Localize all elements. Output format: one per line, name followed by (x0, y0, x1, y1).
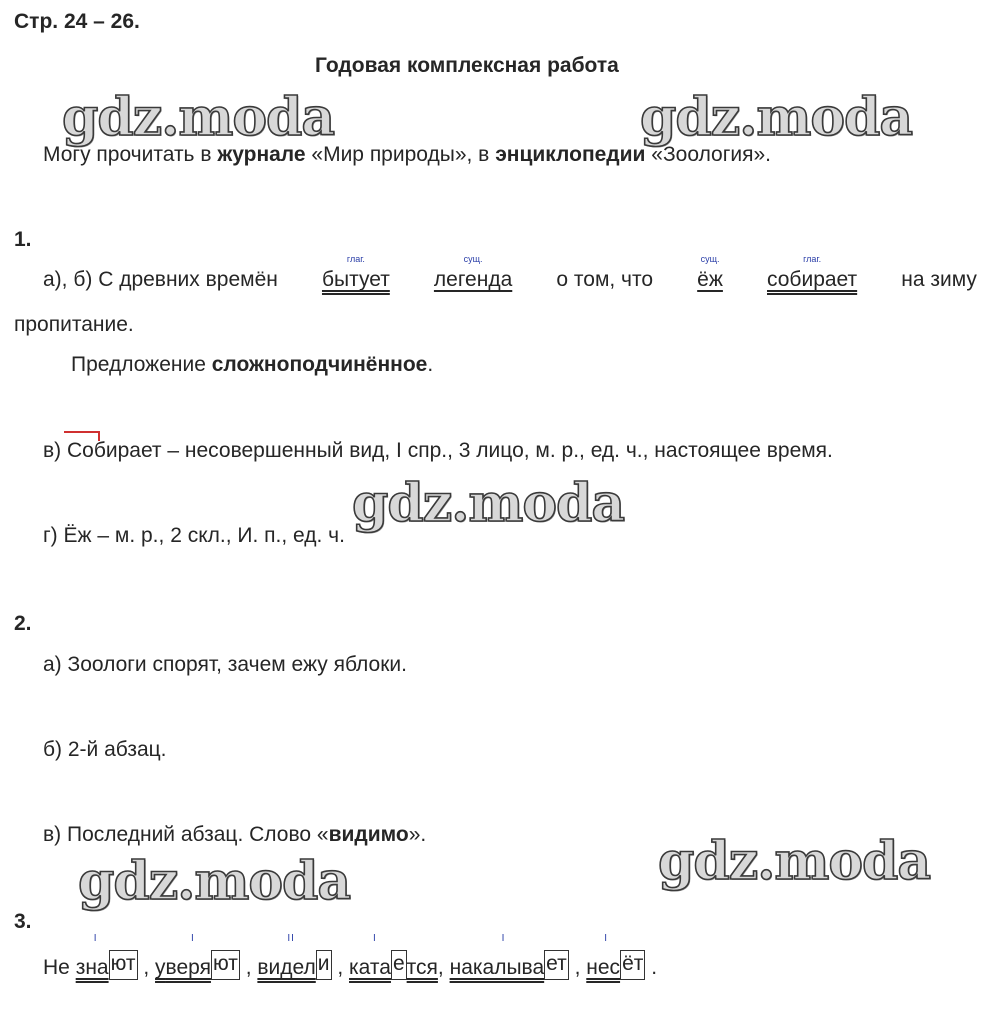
word-bytuet: бытует (321, 268, 390, 291)
watermark-4: gdz.moda (658, 831, 931, 892)
task-1a-suffix: на зиму (901, 268, 977, 291)
task-1-sentence-type (71, 353, 433, 377)
task-1v-line (43, 439, 833, 463)
pos-label-verb-1: глаг. (346, 254, 365, 264)
ending-znayut: ют (109, 950, 138, 980)
verb-nesyot (586, 933, 645, 980)
stem-nesyot: нес (586, 956, 621, 979)
predicate-sobiraet (767, 254, 858, 292)
ending-nakalyvaet: ет (544, 950, 569, 980)
task-1g-line: г) Ёж – м. р., 2 скл., И. п., ед. ч. (43, 524, 345, 547)
tail-kataetsya: тся (406, 956, 438, 979)
task-1v-body (67, 439, 833, 463)
ending-uveryayut: ют (211, 950, 240, 980)
conjugation-mark-2: I (191, 933, 195, 944)
sep-4: , (437, 956, 450, 979)
ending-videli: и (316, 950, 332, 980)
pos-label-noun-1: сущ. (463, 254, 483, 264)
intro-bold-1: журнале (217, 143, 306, 166)
task-1a-line-2: пропитание. (14, 313, 134, 336)
subject-legenda (433, 254, 513, 292)
sentence-type-end: . (427, 353, 434, 376)
intro-text-3: «Зоология». (645, 143, 772, 166)
watermark-1: gdz.moda (62, 87, 335, 148)
verb-uveryayut (155, 933, 240, 980)
task-3-lead: Не (43, 956, 76, 979)
task-1-number: 1. (14, 228, 32, 251)
ending-nesyot: ёт (620, 950, 645, 980)
task-1a-line (43, 254, 977, 292)
stem-kataetsya: ката (349, 956, 391, 979)
pos-label-verb-2: глаг. (803, 254, 822, 264)
sep-2: , (239, 956, 258, 979)
stem-znayut: зна (75, 956, 109, 979)
intro-bold-2: энциклопедии (495, 143, 646, 166)
task-3-line (43, 933, 658, 980)
verb-videli (257, 933, 331, 980)
watermark-2: gdz.moda (640, 87, 913, 148)
stem-videli: видел (257, 956, 316, 979)
task-2v-prefix: в) Последний абзац. Слово « (43, 823, 329, 846)
prefix-mark (64, 431, 100, 441)
ending-kataetsya: е (391, 950, 407, 980)
task-2b-line: б) 2-й абзац. (43, 738, 167, 761)
verb-nakalyvaet (449, 933, 569, 980)
pos-label-noun-2: сущ. (700, 254, 720, 264)
sep-1: , (137, 956, 156, 979)
conjugation-mark-5: I (501, 933, 506, 944)
watermark-3: gdz.moda (352, 473, 625, 534)
intro-text-2: «Мир природы», в (305, 143, 496, 166)
page-range: Стр. 24 – 26. (14, 10, 140, 33)
intro-text-1: Могу прочитать в (43, 143, 218, 166)
task-2v-bold: видимо (328, 823, 409, 846)
task-3-number: 3. (14, 910, 32, 933)
word-sobiraet: собирает (767, 268, 858, 291)
sentence-type-prefix: Предложение (71, 353, 212, 376)
task-1v-text: Собирает – несовершенный вид, I спр., 3 лицо, м. р., ед. ч., настоящее время. (66, 439, 833, 462)
watermark-5: gdz.moda (78, 851, 351, 912)
stem-uveryayut: веря (165, 956, 211, 979)
task-1a-mid: о том, что (556, 268, 654, 291)
conjugation-mark-4: I (373, 933, 377, 944)
word-ezh: ёж (697, 268, 723, 291)
conjugation-mark-3: II (287, 933, 295, 944)
word-legenda: легенда (433, 268, 513, 291)
sep-3: , (331, 956, 350, 979)
task-1a-prefix: а), б) С древних времён (43, 268, 278, 291)
sentence-type-value: сложноподчинённое (211, 353, 428, 376)
sep-5: , (568, 956, 587, 979)
page-title: Годовая комплексная работа (315, 54, 619, 77)
task-2a-line: а) Зоологи спорят, зачем ежу яблоки. (43, 653, 407, 676)
task-2v-line (43, 823, 426, 847)
intro-line (43, 143, 771, 167)
verb-kataetsya (349, 933, 438, 980)
sep-6: . (645, 956, 658, 979)
subject-ezh (697, 254, 723, 292)
task-2v-suffix: ». (408, 823, 427, 846)
predicate-bytuet (321, 254, 390, 292)
verb-znayut (75, 933, 138, 980)
task-2-number: 2. (14, 612, 32, 635)
stem-nakalyvaet: накалыва (449, 956, 545, 979)
prefix-uveryayut: у (155, 956, 166, 979)
task-1v-prefix: в) (43, 439, 67, 462)
conjugation-mark-1: I (93, 933, 98, 944)
conjugation-mark-6: I (604, 933, 609, 944)
